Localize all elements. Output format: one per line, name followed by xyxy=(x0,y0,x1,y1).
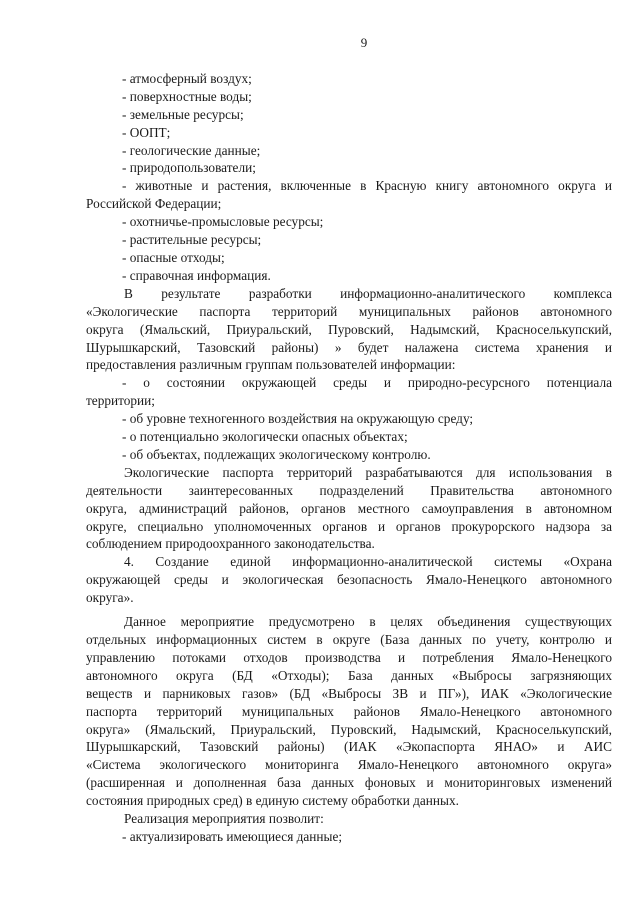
paragraph-line: состояния природных сред) в единую систему обработки данных. xyxy=(86,793,459,809)
paragraph-line: управлению потоками отходов производства и потребления Ямало-Ненецкого xyxy=(86,649,612,665)
list-item: - растительные ресурсы; xyxy=(122,232,262,248)
list-item-continuation: территории; xyxy=(86,393,155,409)
list-item: - животные и растения, включенные в Красную книгу автономного округа и xyxy=(122,178,612,194)
page-number: 9 xyxy=(360,35,368,50)
list-item: - ООПТ; xyxy=(122,124,171,140)
paragraph-line: предоставления различным группам пользователей информации: xyxy=(86,357,456,373)
paragraph-line: Экологические паспорта территорий разрабатываются для использования в xyxy=(124,464,612,480)
paragraph-line: деятельности заинтересованных подразделений Правительства автономного xyxy=(86,482,612,498)
list-item: - геологические данные; xyxy=(122,142,261,158)
list-item: - атмосферный воздух; xyxy=(122,70,252,86)
paragraph-line: соблюдением природоохранного законодательства. xyxy=(86,536,375,552)
paragraph-line: Шурышкарский, Тазовский районы) » будет налажена система хранения и xyxy=(86,339,612,355)
paragraph-line: Данное мероприятие предусмотрено в целях объединения существующих xyxy=(124,614,612,630)
list-item: - поверхностные воды; xyxy=(122,88,252,104)
list-item: - опасные отходы; xyxy=(122,249,225,265)
paragraph-line: округе, специально уполномоченных органов и органов прокурорского надзора за xyxy=(86,518,612,534)
paragraph-line: «Система экологического мониторинга Ямало-Ненецкого автономного округа» xyxy=(86,757,612,773)
paragraph-line: (расширенная и дополненная база данных фоновых и мониторинговых изменений xyxy=(86,775,612,791)
paragraph-line: веществ и парниковых газов» (БД «Выбросы ЗВ и ПГ»), ИАК «Экологические xyxy=(86,685,612,701)
paragraph-line: В результате разработки информационно-аналитического комплекса xyxy=(124,285,612,301)
section-heading-line: округа». xyxy=(86,590,134,606)
list-item: - природопользователи; xyxy=(122,160,256,176)
paragraph-line: паспорта территорий муниципальных районов Ямало-Ненецкого автономного xyxy=(86,703,612,719)
list-item: - актуализировать имеющиеся данные; xyxy=(122,828,343,844)
paragraph-line: округа (Ямальский, Приуральский, Пуровский, Надымский, Красноселькупский, xyxy=(86,321,612,337)
paragraph-line: «Экологические паспорта территорий муниципальных районов автономного xyxy=(86,303,612,319)
list-item: - охотничье-промысловые ресурсы; xyxy=(122,214,324,230)
list-item: - земельные ресурсы; xyxy=(122,106,244,122)
paragraph-line: Реализация мероприятия позволит: xyxy=(124,811,324,827)
paragraph-line: округа» (Ямальский, Приуральский, Пуровский, Надымский, Красноселькупский, xyxy=(86,721,612,737)
paragraph-line: Шурышкарский, Тазовский районы) (ИАК «Экопаспорта ЯНАО» и АИС xyxy=(86,739,612,755)
section-heading-line: 4. Создание единой информационно-аналитической системы «Охрана xyxy=(124,554,612,570)
list-item: - об уровне техногенного воздействия на окружающую среду; xyxy=(122,411,474,427)
list-item: - справочная информация. xyxy=(122,267,271,283)
list-item: - об объектах, подлежащих экологическому контролю. xyxy=(122,446,431,462)
list-item: - о состоянии окружающей среды и природно-ресурсного потенциала xyxy=(122,375,612,391)
paragraph-line: отдельных информационных систем в округе (База данных по учету, контролю и xyxy=(86,632,612,647)
section-heading-line: окружающей среды и экологическая безопасность Ямало-Ненецкого автономного xyxy=(86,572,612,588)
paragraph-line: автономного округа (БД «Отходы); База данных «Выбросы загрязняющих xyxy=(86,667,612,683)
list-item: - о потенциально экологически опасных объектах; xyxy=(122,429,408,445)
list-item-continuation: Российской Федерации; xyxy=(86,196,222,212)
paragraph-line: округа, администраций районов, органов местного самоуправления в автономном xyxy=(86,500,612,516)
